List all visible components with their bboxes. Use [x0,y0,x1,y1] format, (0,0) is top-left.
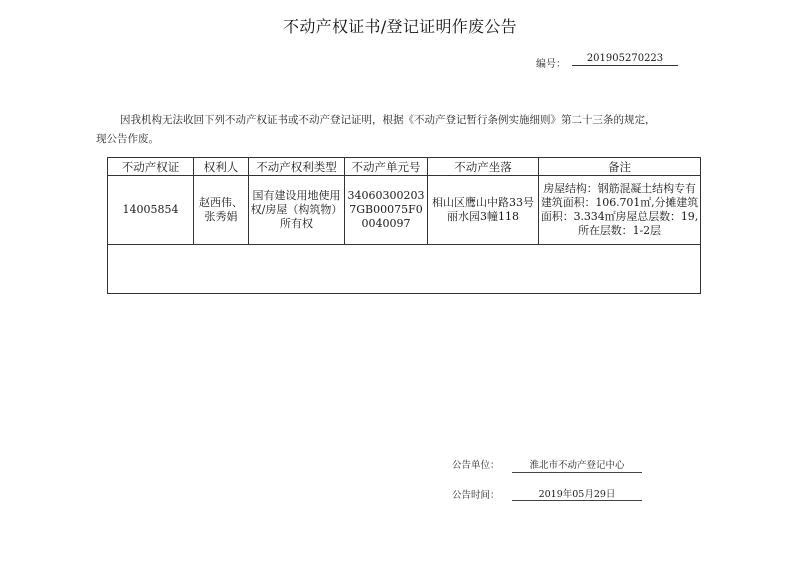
serial-number: 201905270223 [572,53,678,66]
cell-cert-no: 14005854 [108,176,194,245]
notice-date: 2019年05月29日 [538,489,616,500]
header-location: 不动产坐落 [428,158,539,176]
serial-label: 编号： [536,59,566,70]
cell-holders: 赵西伟、张秀娟 [194,176,249,245]
header-remarks: 备注 [539,158,701,176]
notice-body: 因我机构无法收回下列不动产权证书或不动产登记证明，根据《不动产登记暂行条例实施细则》第二十三条的规定，现公告作废。 [96,114,656,145]
header-unit-no: 不动产单元号 [345,158,428,176]
header-right-type: 不动产权利类型 [249,158,345,176]
table-empty-row [108,245,701,294]
table-header-row [108,158,701,176]
cell-remarks: 房屋结构：钢筋混凝土结构专有建筑面积：106.701㎡,分摊建筑面积：3.334㎡房屋总层数：19, 所在层数：1-2层 [539,176,701,245]
header-cert-no: 不动产权证 [108,158,194,176]
date-underline [512,500,642,501]
void-certificates-table [107,157,701,294]
issuer-label: 公告单位： [452,460,500,471]
cell-location: 相山区鹰山中路33号丽水园3幢118 [428,176,539,245]
issuer-underline [512,472,642,473]
issuer-name: 淮北市不动产登记中心 [529,460,625,471]
header-holders: 权利人 [194,158,249,176]
date-label: 公告时间： [452,490,500,501]
table-row [108,176,701,245]
notice-title: 不动产权证书/登记证明作废公告 [283,17,517,36]
cell-unit-no: 340603002037GB00075F00040097 [345,176,428,245]
cell-right-type: 国有建设用地使用权/房屋（构筑物）所有权 [249,176,345,245]
empty-cell [108,245,701,294]
